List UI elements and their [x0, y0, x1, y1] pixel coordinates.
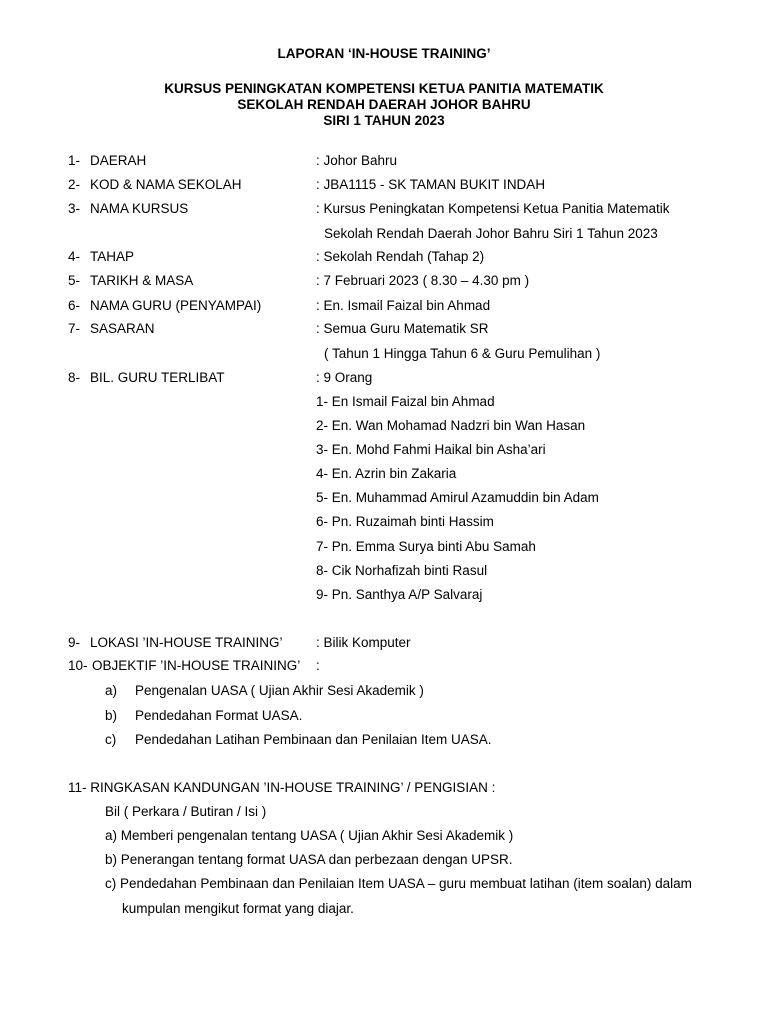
- field-number: 7-: [68, 321, 81, 336]
- field-number: 8-: [68, 370, 81, 385]
- course-title-line-1: KURSUS PENINGKATAN KOMPETENSI KETUA PANITIA MATEMATIK: [164, 81, 604, 96]
- field-value: : Bilik Komputer: [316, 635, 411, 650]
- field-number: 9-: [68, 635, 81, 650]
- field-label: LOKASI ’IN-HOUSE TRAINING’: [90, 635, 283, 650]
- field-label: SASARAN: [90, 321, 155, 336]
- teacher-list-item: 4- En. Azrin bin Zakaria: [316, 466, 457, 481]
- field-label: TAHAP: [90, 249, 135, 264]
- field-number: 6-: [68, 298, 81, 313]
- field-value: : 9 Orang: [316, 370, 373, 385]
- summary-item: c) Pendedahan Pembinaan dan Penilaian Item UASA – guru membuat latihan (item soalan) dalam: [105, 876, 692, 891]
- field-label: DAERAH: [90, 153, 147, 168]
- teacher-list-item: 5- En. Muhammad Amirul Azamuddin bin Adam: [316, 490, 599, 505]
- summary-item: a) Memberi pengenalan tentang UASA ( Ujian Akhir Sesi Akademik ): [105, 828, 514, 843]
- field-number: 5-: [68, 273, 81, 288]
- summary-heading: 11- RINGKASAN KANDUNGAN ’IN-HOUSE TRAINING’ / PENGISIAN :: [68, 780, 496, 795]
- teacher-list-item: 6- Pn. Ruzaimah binti Hassim: [316, 514, 494, 529]
- summary-item: b) Penerangan tentang format UASA dan perbezaan dengan UPSR.: [105, 852, 513, 867]
- objective-text: Pendedahan Latihan Pembinaan dan Penilaian Item UASA.: [135, 732, 492, 747]
- field-number: 2-: [68, 177, 81, 192]
- field-label: BIL. GURU TERLIBAT: [90, 370, 225, 385]
- field-number: 1-: [68, 153, 81, 168]
- field-label: OBJEKTIF ’IN-HOUSE TRAINING’: [92, 658, 301, 673]
- teacher-list-item: 9- Pn. Santhya A/P Salvaraj: [316, 587, 483, 602]
- field-label: NAMA GURU (PENYAMPAI): [90, 298, 262, 313]
- course-title-line-2: SEKOLAH RENDAH DAERAH JOHOR BAHRU: [237, 97, 531, 112]
- field-value: : JBA1115 - SK TAMAN BUKIT INDAH: [316, 177, 546, 192]
- teacher-list-item: 3- En. Mohd Fahmi Haikal bin Asha’ari: [316, 442, 546, 457]
- objective-marker: b): [105, 708, 118, 723]
- field-value: : Johor Bahru: [316, 153, 398, 168]
- objective-text: Pengenalan UASA ( Ujian Akhir Sesi Akademik ): [135, 683, 424, 698]
- field-label: TARIKH & MASA: [90, 273, 194, 288]
- teacher-list-item: 2- En. Wan Mohamad Nadzri bin Wan Hasan: [316, 418, 586, 433]
- field-value: : 7 Februari 2023 ( 8.30 – 4.30 pm ): [316, 273, 530, 288]
- field-value: : Semua Guru Matematik SR: [316, 321, 489, 336]
- objective-marker: c): [105, 732, 117, 747]
- teacher-list-item: 1- En Ismail Faizal bin Ahmad: [316, 394, 495, 409]
- summary-item-continuation: kumpulan mengikut format yang diajar.: [122, 901, 354, 916]
- objective-text: Pendedahan Format UASA.: [135, 708, 303, 723]
- field-value: : Kursus Peningkatan Kompetensi Ketua Panitia Matematik: [316, 201, 670, 216]
- field-value-continuation: Sekolah Rendah Daerah Johor Bahru Siri 1 Tahun 2023: [324, 226, 658, 241]
- summary-bil-label: Bil ( Perkara / Butiran / Isi ): [105, 804, 267, 819]
- field-number: 10-: [68, 658, 88, 673]
- objective-marker: a): [105, 683, 118, 698]
- course-title-line-3: SIRI 1 TAHUN 2023: [323, 113, 445, 128]
- field-value: : Sekolah Rendah (Tahap 2): [316, 249, 485, 264]
- field-value: : En. Ismail Faizal bin Ahmad: [316, 298, 491, 313]
- field-number: 3-: [68, 201, 81, 216]
- field-value: :: [316, 658, 320, 673]
- field-label: NAMA KURSUS: [90, 201, 189, 216]
- field-number: 4-: [68, 249, 81, 264]
- field-label: KOD & NAMA SEKOLAH: [90, 177, 242, 192]
- teacher-list-item: 7- Pn. Emma Surya binti Abu Samah: [316, 539, 536, 554]
- document-title: LAPORAN ‘IN-HOUSE TRAINING’: [277, 46, 491, 61]
- field-value-continuation: ( Tahun 1 Hingga Tahun 6 & Guru Pemulihan ): [324, 346, 601, 361]
- teacher-list-item: 8- Cik Norhafizah binti Rasul: [316, 563, 488, 578]
